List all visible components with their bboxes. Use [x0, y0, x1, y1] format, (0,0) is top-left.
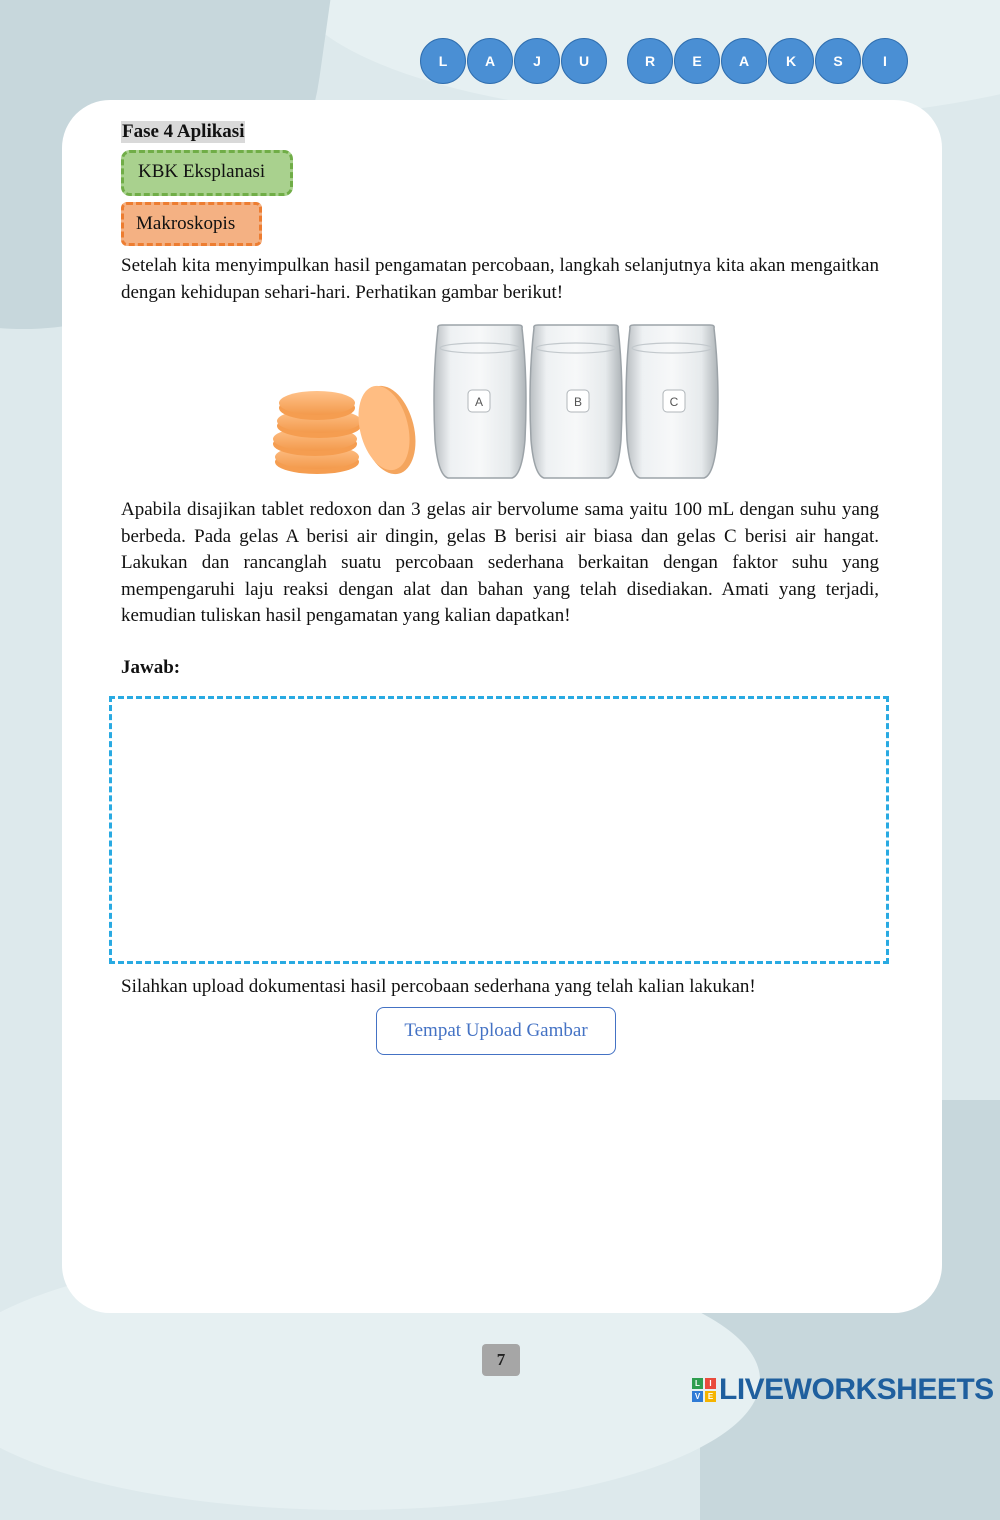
glass-label-b: B	[573, 395, 583, 409]
title-letter: S	[815, 38, 861, 84]
title-letter: A	[721, 38, 767, 84]
upload-instruction: Silahkan upload dokumentasi hasil percobaan sederhana yang telah kalian lakukan!	[121, 976, 756, 997]
title-letter: U	[561, 38, 607, 84]
title-letter: K	[768, 38, 814, 84]
glass-label-a: A	[474, 395, 484, 409]
kbk-tag: KBK Eksplanasi	[121, 150, 293, 196]
answer-textbox[interactable]	[109, 696, 889, 964]
liveworksheets-brand	[692, 1372, 994, 1408]
glass-c	[626, 325, 718, 478]
title-letter: I	[862, 38, 908, 84]
task-paragraph: Apabila disajikan tablet redoxon dan 3 gelas air bervolume sama yaitu 100 mL dengan suhu yang berbeda. Pada gelas A berisi air dingin, gelas B berisi air biasa dan gelas C berisi air hangat. Lakukan dan rancanglah suatu percobaan sederhana berkaitan dengan faktor suhu yang mempengaruhi laju reaksi dengan alat dan bahan yang telah disediakan. Amati yang terjadi, kemudian tuliskan hasil pengamatan yang kalian dapatkan!	[121, 499, 879, 626]
title-letter: J	[514, 38, 560, 84]
title-letter: E	[674, 38, 720, 84]
glass-b	[530, 325, 622, 478]
title-letter: L	[420, 38, 466, 84]
answer-label: Jawab:	[121, 657, 181, 678]
title-letter: A	[467, 38, 513, 84]
glass-label-c: C	[669, 395, 679, 409]
brand-logo-icon: L I V E	[692, 1378, 716, 1402]
redoxon-tablets	[273, 380, 424, 480]
page-number: 7	[482, 1344, 520, 1376]
phase-title: Fase 4 Aplikasi	[122, 121, 245, 142]
intro-paragraph: Setelah kita menyimpulkan hasil pengamatan percobaan, langkah selanjutnya kita akan mengaitkan dengan kehidupan sehari-hari. Perhatikan gambar berikut!	[121, 255, 879, 303]
glass-a	[434, 325, 526, 478]
level-tag: Makroskopis	[121, 202, 262, 246]
upload-image-button[interactable]: Tempat Upload Gambar	[376, 1007, 616, 1055]
tablet-and-glasses-illustration	[272, 320, 732, 490]
brand-name: LIVEWORKSHEETS	[719, 1373, 994, 1406]
title-letter: R	[627, 38, 673, 84]
